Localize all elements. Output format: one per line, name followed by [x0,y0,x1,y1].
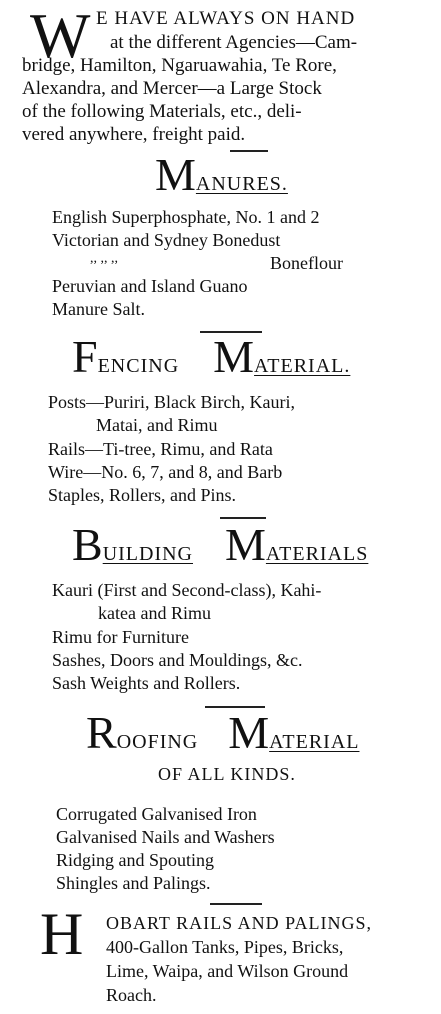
roofing-heading-rest-2: ATERIAL [269,731,360,753]
building-heading-cap-2: M [225,519,266,570]
fencing-heading-cap-2: M [213,331,255,382]
manures-item: Boneflour [270,253,343,273]
building-heading-rest-1: UILDING [102,543,193,565]
fencing-heading [72,331,351,382]
manures-heading [155,149,288,200]
building-item: Rimu for Furniture [52,627,189,647]
building-heading [72,519,369,570]
hobart-dropcap: H [40,901,84,967]
fencing-heading-rest-2: ATERIAL. [254,355,351,377]
roofing-heading-cap-1: R [86,707,117,758]
building-item: katea and Rimu [98,603,211,623]
divider-rule [210,903,262,905]
fencing-item: Matai, and Rimu [96,415,218,435]
roofing-subheading: OF ALL KINDS. [158,764,296,784]
hobart-line-3: Lime, Waipa, and Wilson Ground [106,961,349,981]
intro-line-2: at the different Agencies—Cam- [110,32,358,53]
fencing-item: Posts—Puriri, Black Birch, Kauri, [48,392,295,412]
hobart-line-4: Roach. [106,985,157,1005]
roofing-item: Ridging and Spouting [56,850,215,870]
manures-item: Victorian and Sydney Bonedust [52,230,281,250]
building-item: Kauri (First and Second-class), Kahi- [52,580,322,600]
intro-line-5: of the following Materials, etc., deli- [22,101,302,122]
fencing-heading-rest-1: ENCING [97,355,180,377]
fencing-item: Staples, Rollers, and Pins. [48,485,236,505]
roofing-heading-cap-2: M [228,707,270,758]
intro-dropcap: W [30,0,91,71]
fencing-heading-cap-1: F [72,331,98,382]
intro-line-4: Alexandra, and Mercer—a Large Stock [22,78,322,99]
building-item: Sash Weights and Rollers. [52,673,241,693]
manures-heading-cap: M [155,149,196,200]
manures-heading-rest: ANURES. [195,173,288,195]
roofing-heading-rest-1: OOFING [116,731,199,753]
manures-ditto-marks: ,, ,, ,, [90,251,118,266]
building-heading-rest-2: ATERIALS [265,543,369,565]
fencing-item: Wire—No. 6, 7, and 8, and Barb [48,462,283,482]
roofing-item: Galvanised Nails and Washers [56,827,275,847]
manures-item: English Superphosphate, No. 1 and 2 [52,207,320,227]
roofing-item: Shingles and Palings. [56,873,211,893]
manures-item: Peruvian and Island Guano [52,276,248,296]
manures-item: Manure Salt. [52,299,145,319]
building-item: Sashes, Doors and Mouldings, &c. [52,650,303,670]
roofing-heading [86,707,360,758]
intro-line-6: vered anywhere, freight paid. [22,124,246,145]
building-heading-cap-1: B [72,519,103,570]
intro-line-3: bridge, Hamilton, Ngaruawahia, Te Rore, [22,55,337,76]
fencing-item: Rails—Ti-tree, Rimu, and Rata [48,439,273,459]
intro-line-1: E HAVE ALWAYS ON HAND [96,8,356,29]
hobart-line-2: 400-Gallon Tanks, Pipes, Bricks, [106,937,344,957]
roofing-item: Corrugated Galvanised Iron [56,804,257,824]
hobart-line-1: OBART RAILS AND PALINGS, [106,913,372,933]
